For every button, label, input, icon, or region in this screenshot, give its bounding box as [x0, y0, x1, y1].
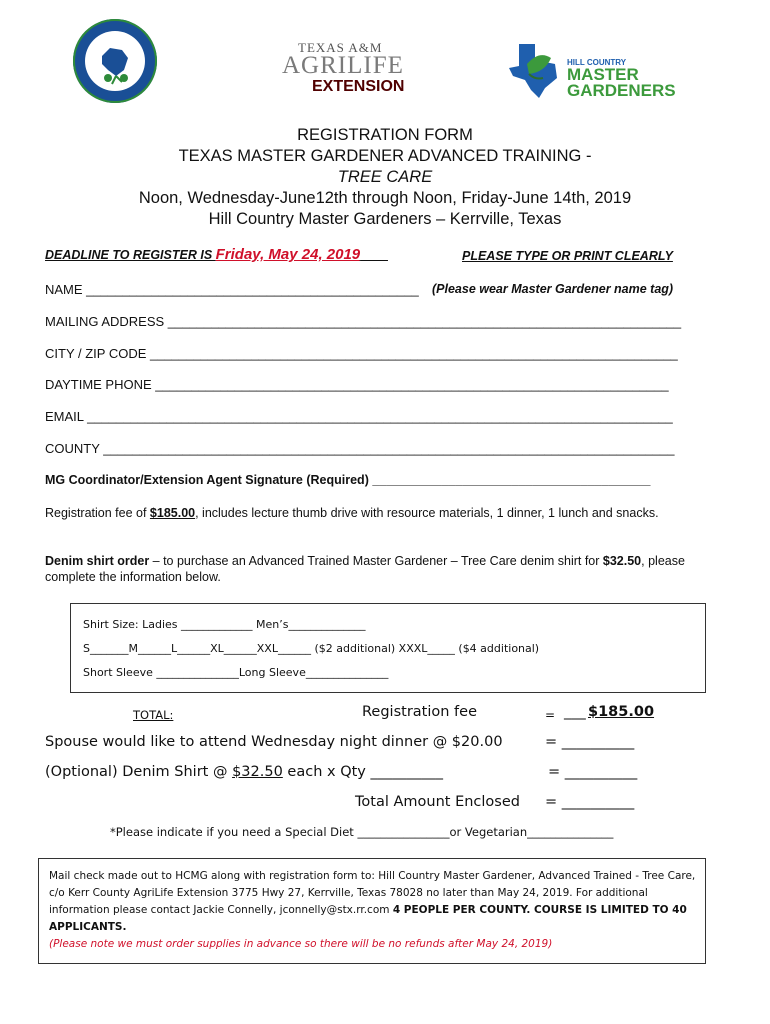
form-title: REGISTRATION FORM [297, 126, 473, 144]
mailing-address-field[interactable]: MAILING ADDRESS _______________________________________________________________________ [45, 314, 682, 329]
shirt-line-qty[interactable]: each x Qty __________ [282, 764, 443, 780]
logo-text: GARDENERS [567, 81, 676, 100]
agrilife-extension-logo [278, 40, 418, 100]
registration-fee-amount: $185.00 [588, 704, 655, 720]
shirt-line-text: (Optional) Denim Shirt @ [45, 764, 233, 780]
amount-underline: ___ [564, 704, 586, 720]
name-field[interactable]: NAME ______________________________________________ [45, 282, 419, 297]
fee-text: Registration fee of [45, 506, 150, 520]
refund-note: (Please note we must order supplies in advance so there will be no refunds after May 24, 2019) [49, 938, 553, 950]
email-field[interactable]: EMAIL _________________________________________________________________________________ [45, 409, 673, 424]
applicant-limit-note: 4 PEOPLE PER COUNTY. COURSE IS LIMITED TO 40 APPLICANTS. [49, 904, 687, 933]
shirt-line-price: $32.50 [232, 764, 283, 780]
registration-fee-label: Registration fee [362, 704, 477, 720]
spouse-dinner-line: Spouse would like to attend Wednesday night dinner @ $20.00 [45, 734, 503, 750]
registration-fee-paragraph [45, 505, 725, 521]
shirt-size-row[interactable]: Shirt Size: Ladies _____________ Men’s______________ [83, 618, 366, 631]
mailing-instructions [49, 868, 697, 953]
special-diet-line[interactable]: *Please indicate if you need a Special Diet ________________or Vegetarian_______________ [110, 825, 614, 839]
signature-field[interactable]: MG Coordinator/Extension Agent Signature (Required) ________________________________________ [45, 473, 651, 487]
shirt-text: – to purchase an Advanced Trained Master Gardener – Tree Care denim shirt for [149, 554, 603, 568]
logo-text: AGRILIFE [282, 52, 404, 79]
deadline-line [45, 246, 388, 263]
county-field[interactable]: COUNTY _______________________________________________________________________________ [45, 441, 675, 456]
name-tag-note: (Please wear Master Gardener name tag) [432, 282, 674, 296]
texas-master-gardener-logo [72, 18, 158, 104]
logo-text: MASTER [567, 65, 639, 84]
logo-text: EXTENSION [312, 78, 405, 95]
fee-text: , includes lecture thumb drive with resource materials, 1 dinner, 1 lunch and snacks. [195, 506, 659, 520]
deadline-label: DEADLINE TO REGISTER IS [45, 248, 216, 262]
form-subtitle-tree-care: TREE CARE [337, 168, 433, 186]
sleeve-row[interactable]: Short Sleeve _______________Long Sleeve_______________ [83, 666, 389, 679]
event-location: Hill Country Master Gardeners – Kerrville, Texas [208, 210, 562, 228]
equals-sign: = [545, 708, 556, 722]
form-subtitle: TEXAS MASTER GARDENER ADVANCED TRAINING - [178, 147, 592, 165]
event-dates: Noon, Wednesday-June12th through Noon, Friday-June 14th, 2019 [138, 189, 632, 207]
city-zip-field[interactable]: CITY / ZIP CODE _________________________________________________________________________ [45, 346, 678, 361]
total-label: TOTAL: [133, 708, 174, 722]
fee-amount: $185.00 [149, 506, 196, 520]
denim-shirt-paragraph [45, 553, 725, 585]
shirt-heading: Denim shirt order [45, 554, 150, 568]
logo-text: TEXAS A&M [298, 40, 383, 55]
shirt-price: $32.50 [602, 554, 642, 568]
mailing-instructions-box [38, 858, 706, 964]
hill-country-master-gardeners-logo [505, 40, 676, 104]
daytime-phone-field[interactable]: DAYTIME PHONE _______________________________________________________________________ [45, 377, 669, 392]
spouse-dinner-amount[interactable]: = __________ [545, 734, 635, 750]
optional-shirt-amount[interactable]: = __________ [548, 764, 638, 780]
shirt-sizes-row[interactable]: S_______M______L______XL______XXL______ ($2 additional) XXXL_____ ($4 additional) [83, 642, 540, 655]
mailing-text: Mail check made out to HCMG along with registration form to: Hill Country Master Gardener, Advanced Trained - Tree Care, c/o Kerr County AgriLife Extension 3775 Hwy 27, Kerrville, Texas 78028 no later than May 24, 2019. For additional information please contact Jackie Connelly, jconnelly@stx.rr.com [49, 870, 696, 916]
deadline-fill: ____ [360, 248, 388, 262]
total-amount-value[interactable]: = __________ [545, 794, 635, 810]
total-amount-label: Total Amount Enclosed [355, 794, 520, 810]
shirt-text: , please complete the information below. [45, 554, 685, 584]
deadline-date: Friday, May 24, 2019 [215, 246, 361, 263]
shirt-size-box [70, 603, 706, 693]
logo-text: HILL COUNTRY [567, 58, 627, 67]
print-clearly-note: PLEASE TYPE OR PRINT CLEARLY [462, 249, 673, 263]
optional-shirt-line [45, 764, 443, 780]
